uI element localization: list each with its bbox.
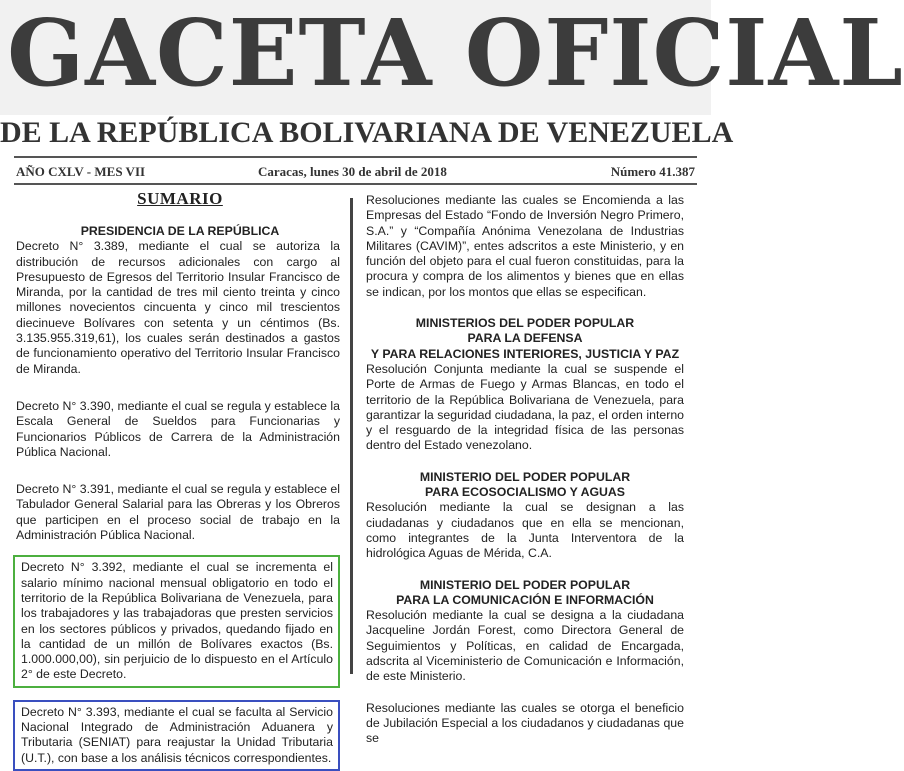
decree-3390: Decreto N° 3.390, mediante el cual se regula y establece la Escala General de Sueldos para Funcionarias y Funcionarios Públicos de Carrera de la Administración Pública Nacional.	[16, 398, 340, 459]
top-rule	[14, 156, 697, 158]
right-column	[366, 193, 684, 747]
decree-3392-highlighted: Decreto N° 3.392, mediante el cual se incrementa el salario mínimo nacional mensual obligatorio en todo el territorio de la República Bolivariana de Venezuela, para los trabajadores y las trabajadoras que presten servicios en los sectores públicos y privados, quedando fijado en la cantidad de un millón de Bolívares exactos (Bs. 1.000.000,00), sin perjuicio de lo dispuesto en el Artículo 2° de este Decreto.	[13, 555, 340, 687]
resolution-designacion: Resolución mediante la cual se designa a la ciudadana Jacqueline Jordán Forest, como Directora General de Seguimientos y Políticas, en calidad de Encargada, adscrita al Viceministerio de Comunicación e Información, de este Ministerio.	[366, 608, 684, 684]
issue-line	[16, 164, 695, 180]
left-column	[16, 189, 340, 771]
resolution-jubilacion: Resoluciones mediante las cuales se otorga el beneficio de Jubilación Especial a los ciudadanos y ciudadanas que se	[366, 700, 684, 746]
section-heading-ecosocialismo: MINISTERIO DEL PODER POPULAR PARA ECOSOCIALISMO Y AGUAS	[419, 469, 631, 500]
resolution-porte-armas: Resolución Conjunta mediante la cual se suspende el Porte de Armas de Fuego y Armas Blancas, en todo el territorio de la República Bolivariana de Venezuela, para garantizar la seguridad ciudadana, la paz, el orden interno y el resguardo de la integridad física de las personas dentro del Estado venezolano.	[366, 361, 684, 453]
newspaper-subtitle: DE LA REPÚBLICA BOLIVARIANA DE VENEZUELA	[0, 116, 734, 149]
issue-place-date: Caracas, lunes 30 de abril de 2018	[258, 164, 447, 179]
resolution-junta-interventora: Resolución mediante la cual se designan a las ciudadanas y ciudadanos que en ella se mencionan, como integrantes de la Junta Interventora de la hidrológica Aguas de Mérida, C.A.	[366, 500, 684, 561]
decree-3393-highlighted: Decreto N° 3.393, mediante el cual se faculta al Servicio Nacional Integrado de Administración Aduanera y Tributaria (SENIAT) para reajustar la Unidad Tributaria (U.T.), con base a los análisis técnicos correspondientes.	[13, 700, 340, 771]
newspaper-title: GACETA OFICIAL	[7, 0, 904, 107]
section-heading-presidencia: PRESIDENCIA DE LA REPÚBLICA	[80, 224, 280, 238]
decree-3391: Decreto N° 3.391, mediante el cual se regula y establece el Tabulador General Salarial para las Obreras y los Obreros que participen en el proceso social de trabajo en la Administración Pública Nacional.	[16, 482, 340, 543]
section-heading-defensa: MINISTERIOS DEL PODER POPULAR PARA LA DEFENSA Y PARA RELACIONES INTERIORES, JUSTICIA Y PAZ	[370, 316, 680, 361]
bottom-rule	[14, 183, 697, 185]
section-heading-comunicacion: MINISTERIO DEL PODER POPULAR PARA LA COMUNICACIÓN E INFORMACIÓN	[396, 577, 654, 607]
sumario-title: SUMARIO	[137, 189, 223, 208]
masthead	[0, 0, 904, 115]
issue-number: Número 41.387	[610, 164, 695, 179]
decree-3389: Decreto N° 3.389, mediante el cual se autoriza la distribución de recursos adicionales con cargo al Presupuesto de Egresos del Territorio Insular Francisco de Miranda, por la cantidad de tres mil ciento treinta y cinco millones novecientos cincuenta y cinco mil trescientos diecinueve Bolívares con setenta y un céntimos (Bs. 3.135.955.319,61), los cuales serán destinados a gastos de funcionamiento operativo del Territorio Insular Francisco de Miranda.	[16, 239, 340, 376]
column-divider	[350, 198, 353, 674]
issue-year-month: AÑO CXLV - MES VII	[16, 164, 146, 179]
resolution-encomienda: Resoluciones mediante las cuales se Encomienda a las Empresas del Estado “Fondo de Inversión Negro Primero, S.A.” y “Compañía Anónima Venezolana de Industrias Militares (CAVIM)”, entes adscritos a este Ministerio, y en función del objeto para el cual fueron constituidas, para la procura y compra de los alimentos y bienes que en ellas se indican, por los montos que ellas se especifican.	[366, 193, 684, 299]
